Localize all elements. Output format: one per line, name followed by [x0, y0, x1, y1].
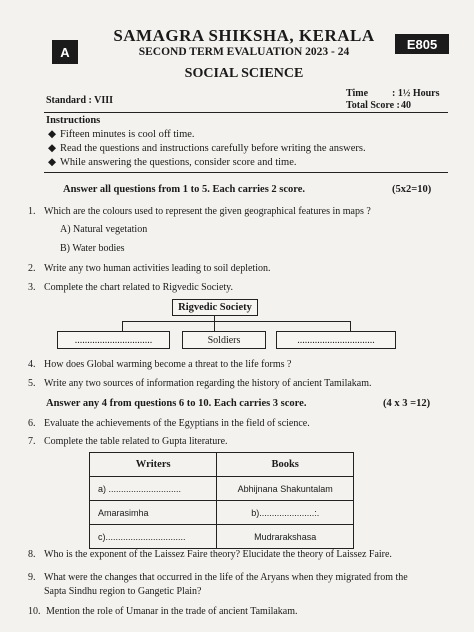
time-value: : 1½ Hours	[392, 88, 440, 99]
instruction-item: ◆ Fifteen minutes is cool off time.	[48, 129, 195, 140]
table-cell: a) .............................	[90, 477, 217, 501]
section-2-marks: (4 x 3 =12)	[383, 398, 431, 409]
chart-connector	[214, 321, 215, 331]
chart-connector	[122, 321, 350, 322]
instruction-item: ◆ While answering the questions, consider score and time.	[48, 157, 297, 168]
chart-connector	[122, 321, 123, 331]
question-1: 1. Which are the colours used to represent the given geographical features in maps ?	[28, 206, 371, 217]
question-9-continued: Sapta Sindhu region to Gangetic Plain?	[44, 586, 202, 597]
table-header-row	[90, 453, 354, 477]
section-1-marks: (5x2=10)	[392, 184, 432, 195]
table-header: Books	[217, 453, 354, 477]
bullet-icon: ◆	[48, 129, 57, 140]
chart-right-box: ...............................	[276, 331, 396, 349]
question-9: 9. What were the changes that occurred in the life of the Aryans when they migrated from the	[28, 572, 408, 583]
question-6: 6. Evaluate the achievements of the Egyptians in the field of science.	[28, 418, 310, 429]
question-7: 7. Complete the table related to Gupta literature.	[28, 436, 228, 447]
question-1-option-b: B) Water bodies	[60, 243, 125, 254]
table-cell: Mudrarakshasa	[217, 525, 354, 549]
exam-title: SECOND TERM EVALUATION 2023 - 24	[138, 46, 350, 58]
subject-title: SOCIAL SCIENCE	[184, 66, 304, 81]
table-cell: b)......................:.	[217, 501, 354, 525]
instructions-heading: Instructions	[46, 115, 101, 126]
question-2: 2. Write any two human activities leading to soil depletion.	[28, 263, 271, 274]
standard-label: Standard : VIII	[46, 95, 114, 106]
bullet-icon: ◆	[48, 157, 57, 168]
chart-root-box: Rigvedic Society	[172, 299, 258, 316]
question-1-option-a: A) Natural vegetation	[60, 224, 148, 235]
header-divider	[44, 112, 448, 113]
total-score-value: 40	[401, 100, 411, 111]
series-badge: A	[52, 40, 78, 64]
table-row	[90, 477, 354, 501]
table-row	[90, 501, 354, 525]
bullet-icon: ◆	[48, 143, 57, 154]
total-score-label: Total Score :	[346, 100, 400, 111]
time-label: Time	[346, 88, 369, 99]
table-cell: Abhijnana Shakuntalam	[217, 477, 354, 501]
chart-left-box: ...............................	[57, 331, 170, 349]
question-4: 4. How does Global warming become a threat to the life forms ?	[28, 359, 292, 370]
question-8: 8. Who is the exponent of the Laissez Faire theory? Elucidate the theory of Laissez Faire.	[28, 549, 392, 560]
chart-connector	[350, 321, 351, 331]
table-row	[90, 525, 354, 549]
organization-title: SAMAGRA SHIKSHA, KERALA	[113, 26, 375, 45]
table-header: Writers	[90, 453, 217, 477]
question-3: 3. Complete the chart related to Rigvedic Society.	[28, 282, 234, 293]
question-5: 5. Write any two sources of information regarding the history of ancient Tamilakam.	[28, 378, 372, 389]
instruction-item: ◆ Read the questions and instructions carefully before writing the answers.	[48, 143, 366, 154]
chart-middle-box: Soldiers	[182, 331, 266, 349]
table-cell: c)................................	[90, 525, 217, 549]
table-cell: Amarasimha	[90, 501, 217, 525]
section-1-heading: Answer all questions from 1 to 5. Each carries 2 score.	[63, 184, 306, 195]
section-2-heading: Answer any 4 from questions 6 to 10. Each carries 3 score.	[46, 398, 307, 409]
paper-code-badge: E805	[395, 34, 449, 54]
gupta-literature-table	[89, 452, 354, 549]
instructions-divider	[44, 172, 448, 173]
question-10: 10. Mention the role of Umanar in the trade of ancient Tamilakam.	[28, 606, 298, 617]
